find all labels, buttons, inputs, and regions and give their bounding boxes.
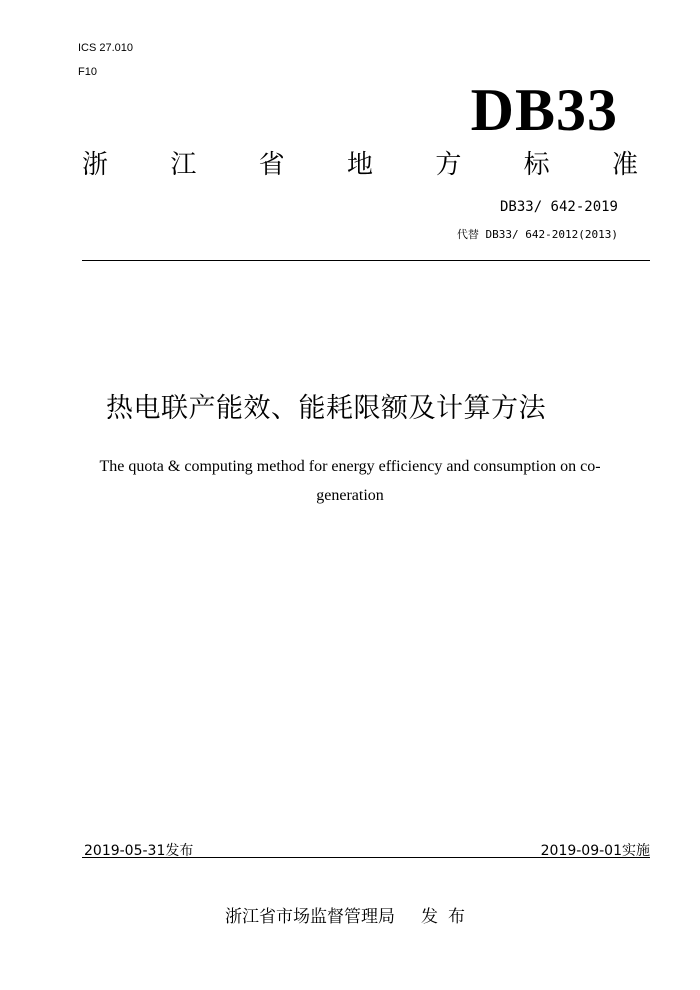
standard-type-char: 地 [346,150,373,180]
standard-type-char: 浙 [82,150,109,180]
bottom-divider [82,857,650,858]
issuer-name: 浙江省市场监督管理局 [225,907,395,927]
publish-date: 2019-05-31发布 [84,843,194,859]
title-chinese: 热电联产能效、能耗限额及计算方法 [106,393,546,424]
standard-type-char: 标 [523,150,550,180]
standard-type-heading [82,152,638,178]
standard-type-char: 江 [170,150,197,180]
issuer-action: 发布 [421,907,475,927]
standard-number: DB33/ 642-2019 [499,199,618,215]
implement-date: 2019-09-01实施 [540,843,650,859]
standard-type-char: 方 [435,150,462,180]
standard-type-char: 准 [611,150,638,180]
top-divider [82,260,650,261]
replaces-standard: 代替 DB33/ 642-2012(2013) [456,228,618,241]
standard-type-char: 省 [258,150,285,180]
title-english: The quota & computing method for energy efficiency and consumption on co-generation [99,458,601,504]
standard-logo: DB33 [470,77,618,143]
ics-code: ICS 27.010 [78,42,134,54]
issuer-line [0,902,700,927]
classification-code: F10 [78,66,97,78]
